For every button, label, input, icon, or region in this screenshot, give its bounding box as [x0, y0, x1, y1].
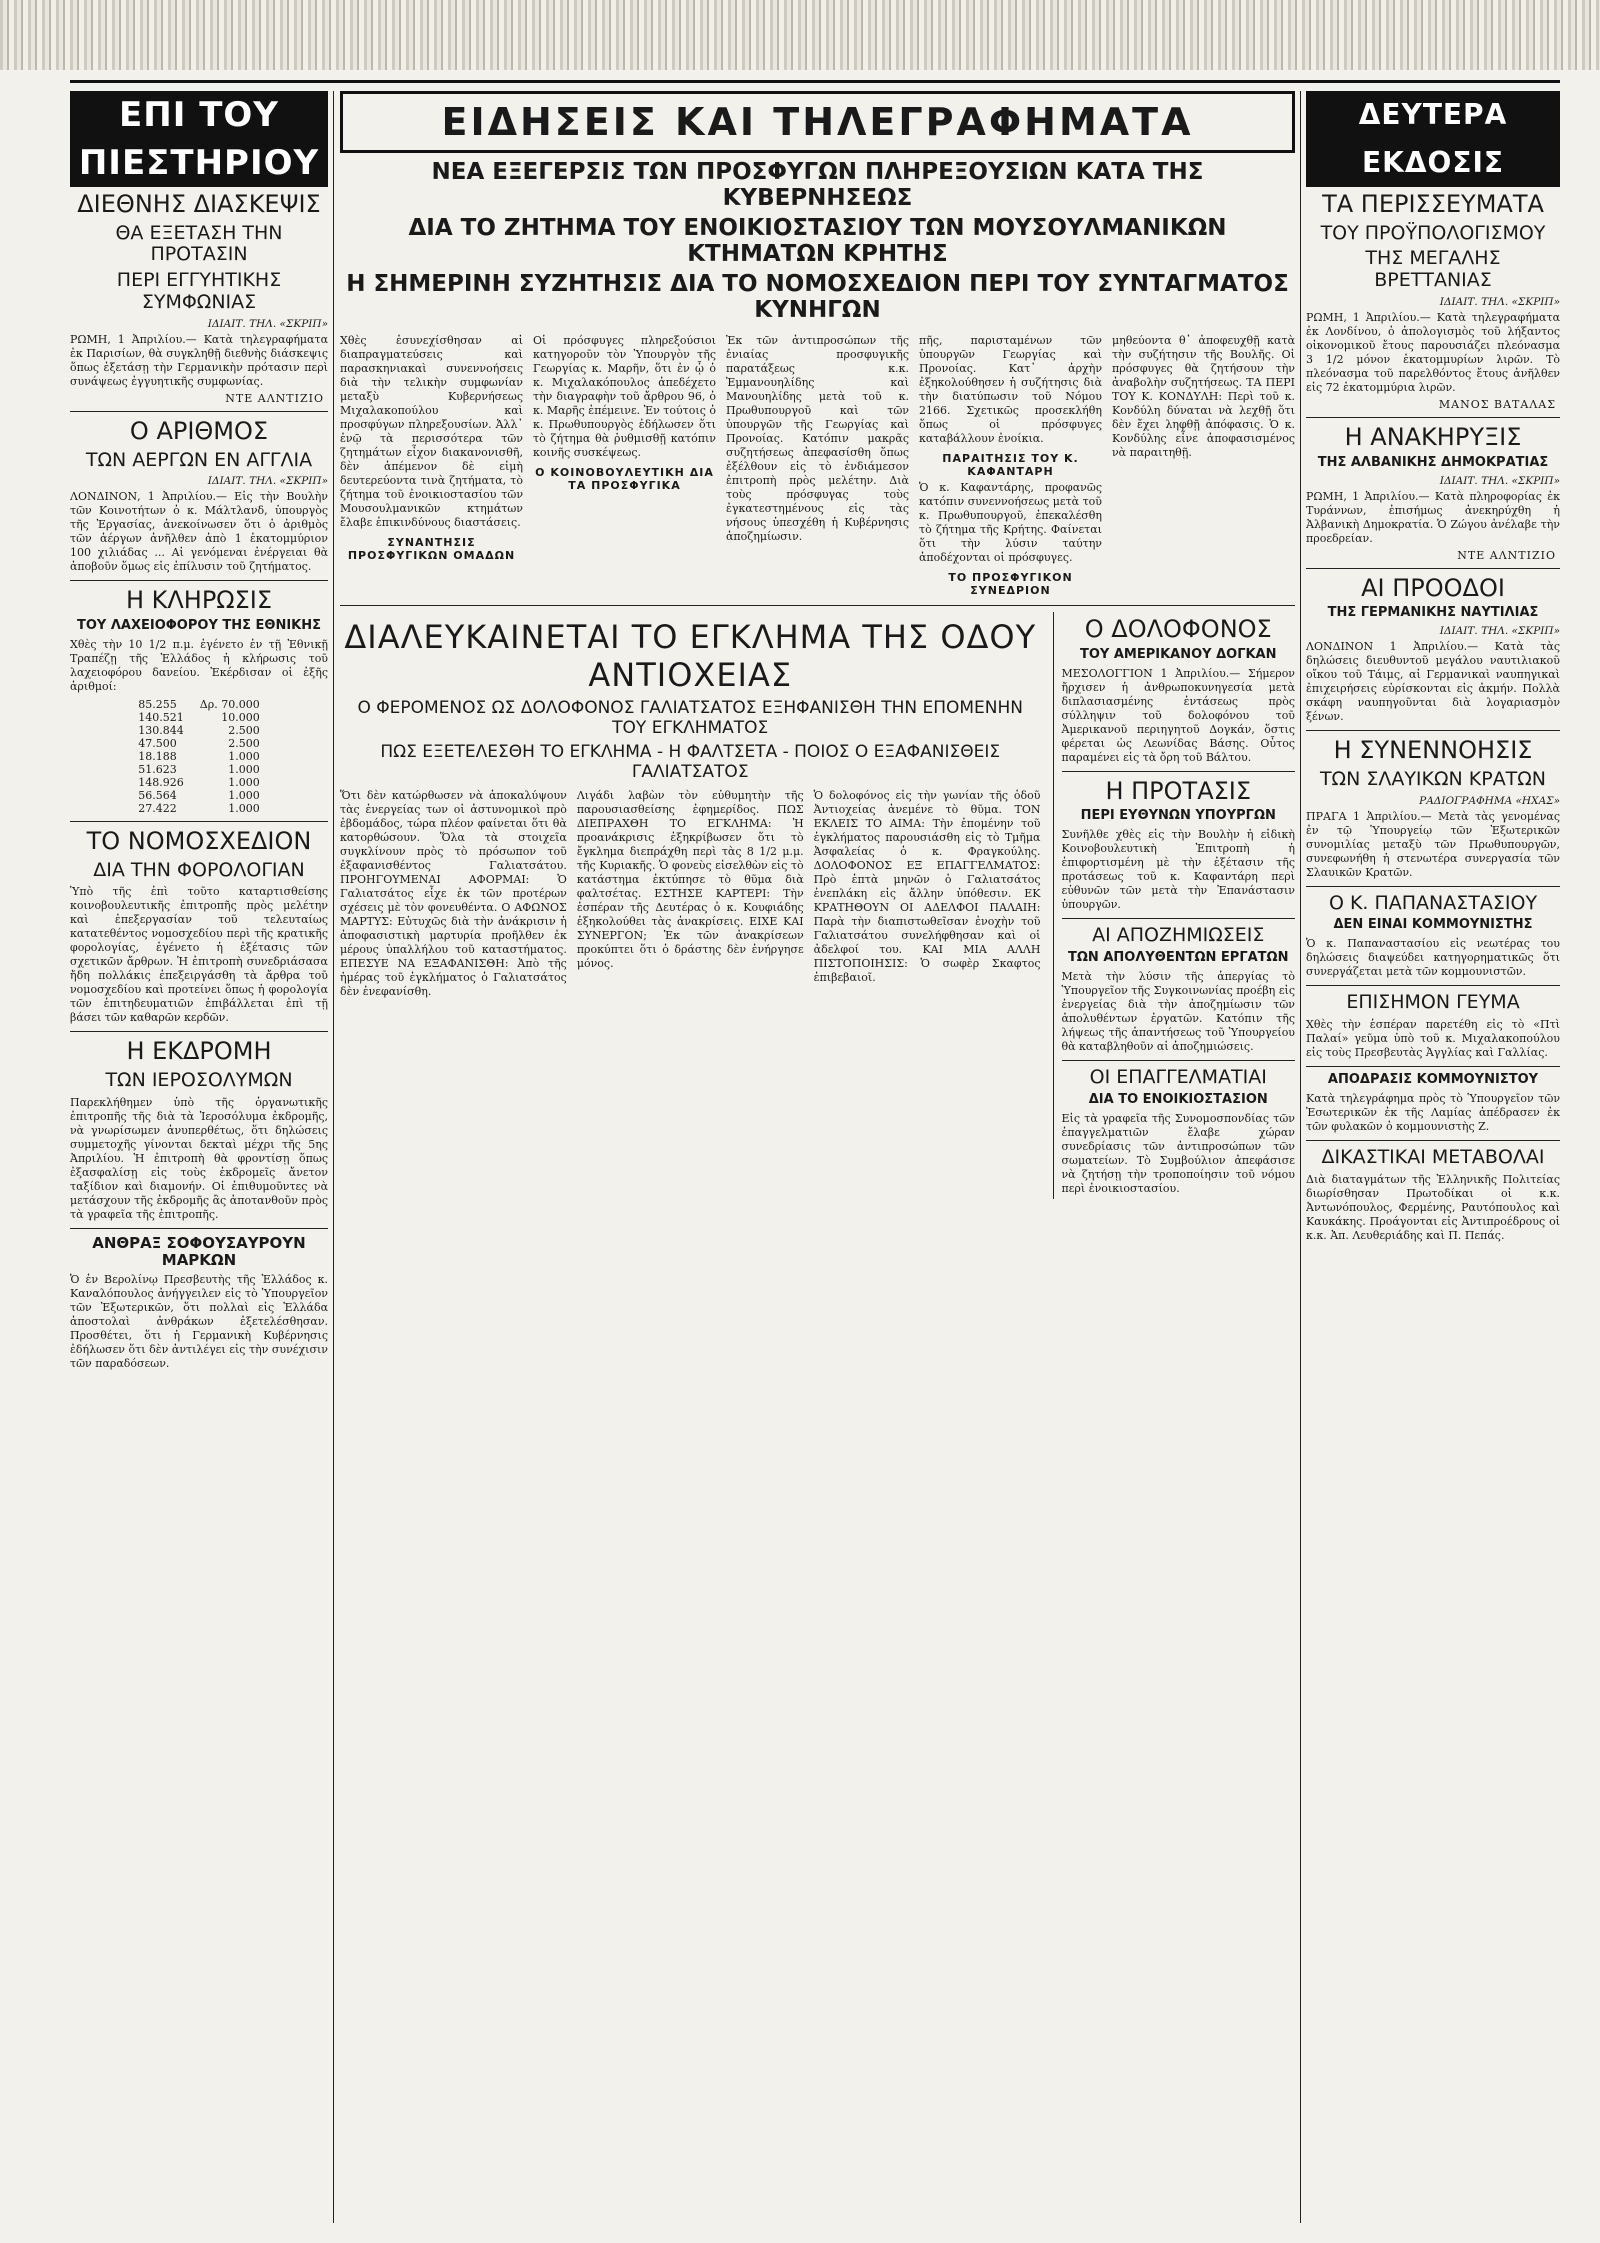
table-row: [130, 802, 267, 815]
article-body: ΛΟΝΔΙΝΟΝ 1 Ἀπριλίου.— Κατὰ τὰς δηλώσεις διευθυντοῦ μεγάλου ναυτιλιακοῦ οἴκου τοῦ Τάιμς, αἱ Γερμανικαὶ ναυπηγικαὶ ἐπιχειρήσεις εὑρίσκονται εἰς ἀκμήν. Πολλὰ σκάφη ναυπηγοῦνται διὰ λογαριασμὸν ξένων.: [1306, 640, 1560, 724]
article-body: Διὰ διαταγμάτων τῆς Ἑλληνικῆς Πολιτείας διωρίσθησαν Πρωτοδίκαι οἱ κ.κ. Ἀντωνόπουλος, Φερμένης, Ραυτόπουλος καὶ Καυκάκης. Προάγονται εἰς Ἀντιπροέδρους οἱ κ.κ. Ἀπ. Λευθεριάδης καὶ Π. Πεπάς.: [1306, 1173, 1560, 1243]
article: [70, 828, 328, 1025]
prize: 2.500: [228, 736, 260, 750]
headline: ΑΙ ΑΠΟΖΗΜΙΩΣΕΙΣ: [1092, 924, 1265, 947]
headline: ΔΙΑ ΤΗΝ ΦΟΡΟΛΟΓΙΑΝ: [93, 858, 305, 881]
article-body: Χθὲς ἐσυνεχίσθησαν αἱ διαπραγματεύσεις καὶ παρασκηνιακαὶ συνεννοήσεις διὰ τὴν τελικὴν συμφωνίαν μεταξὺ Κυβερνήσεως Μιχαλακοπούλου καὶ προσφύγων πληρεξουσίων. Ἀλλ᾽ ἐνῷ τὰ περισσότερα τῶν ζητημάτων εἶχον διακανονισθῆ, δὲν ἀπέμενον δὲ εἰμὴ δευτερεύοντα τινὰ ζητήματα, τὸ ζήτημα τοῦ ἐνοικιοστασίου τῶν Μουσουλμανικῶν κτημάτων ἔλαβε ἐπικινδύνους διαστάσεις.: [340, 334, 523, 529]
section-title: ΕΙΔΗΣΕΙΣ ΚΑΙ ΤΗΛΕΓΡΑΦΗΜΑΤΑ: [340, 91, 1295, 153]
divider: [1306, 417, 1560, 418]
divider: [70, 821, 328, 822]
divider: [1062, 918, 1296, 919]
ticket-number: 47.500: [138, 736, 177, 750]
divider: [1306, 730, 1560, 731]
table-row: [130, 724, 267, 737]
ticket-number: 85.255: [138, 697, 177, 711]
headline: ΔΙΕΘΝΗΣ ΔΙΑΣΚΕΨΙΣ: [77, 190, 321, 218]
section-title: ΔΕΥΤΕΡΑ ΕΚΔΟΣΙΣ: [1306, 91, 1560, 187]
divider: [70, 580, 328, 581]
headline: Ο ΔΟΛΟΦΟΝΟΣ: [1084, 615, 1272, 643]
divider: [1306, 1140, 1560, 1141]
article-body: ΡΩΜΗ, 1 Ἀπριλίου.— Κατὰ πληροφορίας ἐκ Τυράννων, ἐπισήμως ἀνεκηρύχθη ἡ Ἀλβανικὴ Δημοκρατία. Ὁ Ζώγου ἀνέλαβε τὴν προεδρείαν.: [1306, 489, 1560, 545]
ticket-number: 18.188: [138, 749, 177, 763]
table-row: [130, 776, 267, 789]
subheading: Ο ΚΟΙΝΟΒΟΥΛΕΥΤΙΚΗ ΔΙΑ ΤΑ ΠΡΟΣΦΥΓΙΚΑ: [535, 466, 714, 492]
headline: Ο ΦΕΡΟΜΕΝΟΣ ΩΣ ΔΟΛΟΦΟΝΟΣ ΓΑΛΙΑΤΣΑΤΟΣ ΕΞΗΦΑΝΙΣΘΗ ΤΗΝ ΕΠΟΜΕΝΗΝ ΤΟΥ ΕΓΚΛΗΜΑΤΟΣ: [357, 698, 1024, 738]
article: [1306, 1073, 1560, 1134]
prize: 2.500: [228, 723, 260, 737]
article: [1306, 992, 1560, 1060]
headline: Η ΑΝΑΚΗΡΥΞΙΣ: [1344, 423, 1522, 452]
article-body: Χθὲς τὴν 10 1/2 π.μ. ἐγένετο ἐν τῇ Ἐθνικῇ Τραπέζῃ τῆς Ἑλλάδος ἡ κλήρωσις τοῦ λαχειοφόρου δανείου. Ἐκέρδισαν οἱ ἑξῆς ἀριθμοί:: [70, 637, 328, 693]
prize: 1.000: [228, 788, 260, 802]
headline: ΔΙΑΛΕΥΚΑΙΝΕΤΑΙ ΤΟ ΕΓΚΛΗΜΑ ΤΗΣ ΟΔΟΥ ΑΝΤΙΟΧΕΙΑΣ: [344, 618, 1037, 694]
headline: ΤΩΝ ΣΛΑΥΙΚΩΝ ΚΡΑΤΩΝ: [1319, 767, 1547, 790]
headline: ΤΩΝ ΑΕΡΓΩΝ ΕΝ ΑΓΓΛΙΑ: [85, 448, 313, 471]
divider: [70, 1031, 328, 1032]
article: [70, 587, 328, 815]
article-body: Χθὲς τὴν ἑσπέραν παρετέθη εἰς τὸ «Πτὶ Παλαί» γεῦμα ὑπὸ τοῦ κ. Μιχαλακοπούλου εἰς τοὺς Πρεσβευτὰς Ἀγγλίας καὶ Γαλλίας.: [1306, 1018, 1560, 1060]
article-body: μηθεύοντα θ᾽ ἀποφευχθῇ κατὰ τὴν συζήτησιν τῆς Βουλῆς. Οἱ πρόσφυγες θὰ ζητήσουν τὴν ἀναβολὴν συζητήσεως. ΤΑ ΠΕΡΙ ΤΟΥ Κ. ΚΟΝΔΥΛΗ: Περὶ τοῦ κ. Κονδύλη δύναται νὰ λεχθῇ ὅτι δὲν ἔχει ληφθῇ ἀπόφασις. Ὁ κ. Κονδύλης εἶνε ἀποφασισμένος νὰ παραιτηθῇ.: [1112, 334, 1295, 459]
column-rule: [333, 91, 334, 2223]
article-body: ΡΩΜΗ, 1 Ἀπριλίου.— Κατὰ τηλεγραφήματα ἐκ Λονδίνου, ὁ ἀπολογισμὸς τοῦ λήξαντος οἰκονομικοῦ ἔτους παρουσιάζει πλεόνασμα 3 1/2 μόνον ἑκατομμυρίων λιρῶν. Τὸ πλεόνασμα τοῦ παρελθόντος ἔτους ἀνῆλθεν εἰς 72 ἑκατομμύρια λιρῶν.: [1306, 311, 1560, 395]
headline: ΔΙΚΑΣΤΙΚΑΙ ΜΕΤΑΒΟΛΑΙ: [1321, 1146, 1545, 1169]
table-row: [130, 737, 267, 750]
headline: ΤΟ ΝΟΜΟΣΧΕΔΙΟΝ: [86, 826, 312, 855]
article-columns: [340, 331, 1295, 599]
article-body: Ὅτι δὲν κατώρθωσεν νὰ ἀποκαλύψουν τὰς ἐνεργείας των οἱ ἀστυνομικοὶ πρὸ ἐβδομάδος, τώρα πλέον φαίνεται ὅτι θὰ κατορθώσουν. Ὅλα τὰ στοιχεῖα συγκλίνουν πρὸς τὸ πρόσωπον τοῦ ἐξαφανισθέντος Γαλιατσάτου. ΠΡΟΗΓΟΥΜΕΝΑΙ ΑΦΟΡΜΑΙ: Ὁ Γαλιατσάτος εἶχε ἐκ τῶν προτέρων σχέσεις μὲ τὸν φονευθέντα. Ο ΑΦΩΝΟΣ ΜΑΡΤΥΣ: Εὐτυχῶς διὰ τὴν ἀνάκρισιν ἡ ἀποφασιστικὴ μαρτυρία προῆλθεν ἐκ μέρους ὑπαλλήλου τοῦ καταστήματος. ΕΠΕΣΥΕ ΝΑ ΕΞΑΦΑΝΙΣΘΗ: Ἀπὸ τῆς ἡμέρας τοῦ ἐγκλήματος ὁ Γαλιατσάτος δὲν ἐνεφανίσθη.: [340, 789, 567, 998]
lottery-table: [130, 698, 267, 815]
column-rule: [1300, 91, 1301, 2223]
article: [70, 1038, 328, 1221]
divider: [1062, 771, 1296, 772]
headline: ΤΟΥ ΠΡΟΫΠΟΛΟΓΙΣΜΟΥ: [1320, 221, 1546, 244]
article-body: πῆς, παρισταμένων τῶν ὑπουργῶν Γεωργίας καὶ Προνοίας. Κατ᾽ ἀρχὴν ἐξηκολούθησεν ἡ συζήτησις διὰ τὴν διατύπωσιν τοῦ Νόμου 2166. Σχετικῶς προσεκλήθη ὅπως οἱ πρόσφυγες καταβάλλουν ἐνοίκια.: [919, 334, 1102, 445]
article-body: Ὁ κ. Παπαναστασίου εἰς νεωτέρας του δηλώσεις διαψεύδει κατηγορηματικῶς ὅτι συνεργάζεται μετὰ τῶν κομμουνιστῶν.: [1306, 937, 1560, 979]
crime-story: [340, 612, 1041, 1199]
article-body: Ὁ κ. Καφαντάρης, προφανῶς κατόπιν συνεννοήσεως μετὰ τοῦ κ. Πρωθυπουργοῦ, ἐπεκαλέσθη τὸ ζήτημα τῆς Κρήτης. Φαίνεται ὅτι τὴν λύσιν ταύτην ἀποδέχονται οἱ πρόσφυγες.: [919, 481, 1102, 564]
right-column: [1306, 91, 1560, 2223]
headline: ΠΕΡΙ ΕΓΓΥΗΤΙΚΗΣ ΣΥΜΦΩΝΙΑΣ: [116, 269, 282, 314]
article: [1306, 737, 1560, 879]
section-title: ΕΠΙ ΤΟΥ ΠΙΕΣΤΗΡΙΟΥ: [70, 91, 328, 187]
article-body: Εἰς τὰ γραφεῖα τῆς Συνομοσπονδίας τῶν ἐπαγγελματιῶν ἔλαβε χώραν συνεδρίασις τῶν ἀντιπροσώπων τῶν σωματείων. Τὸ Συμβούλιον ἀπεφάσισε νὰ ζητήσῃ τὴν τροποποίησιν τοῦ νόμου περὶ ἐνοικιοστασίου.: [1061, 1111, 1295, 1195]
headline: Η ΣΥΝΕΝΝΟΗΣΙΣ: [1333, 736, 1533, 765]
signature: ΝΤΕ ΑΛΝΤΙΖΙΟ: [1457, 548, 1556, 562]
article-body: ΡΩΜΗ, 1 Ἀπριλίου.— Κατὰ τηλεγραφήματα ἐκ Παρισίων, θὰ συγκληθῇ διεθνὴς διάσκεψις ὅπως ἐξετάσῃ τὴν Γερμανικὴν πρότασιν περὶ συνάψεως ἐγγυητικῆς συμφωνίας.: [70, 332, 328, 388]
article-body: Κατὰ τηλεγράφημα πρὸς τὸ Ὑπουργεῖον τῶν Ἐσωτερικῶν ἐκ τῆς Λαμίας ἀπέδρασεν ἐκ τῶν φυλακῶν ὁ κομμουνιστὴς Ζ.: [1306, 1092, 1560, 1134]
headline: ΤΗΣ ΓΕΡΜΑΝΙΚΗΣ ΝΑΥΤΙΛΙΑΣ: [1327, 605, 1539, 621]
article: [70, 418, 328, 574]
headline: ΕΠΙΣΗΜΟΝ ΓΕΥΜΑ: [1346, 991, 1520, 1014]
headline: ΔΙΑ ΤΟ ΖΗΤΗΜΑ ΤΟΥ ΕΝΟΙΚΙΟΣΤΑΣΙΟΥ ΤΩΝ ΜΟΥΣΟΥΛΜΑΝΙΚΩΝ ΚΤΗΜΑΤΩΝ ΚΡΗΤΗΣ: [408, 215, 1227, 267]
prize: 1.000: [228, 749, 260, 763]
table-row: [130, 763, 267, 776]
subheading: ΣΥΝΑΝΤΗΣΙΣ ΠΡΟΣΦΥΓΙΚΩΝ ΟΜΑΔΩΝ: [347, 536, 516, 562]
headline: Η ΠΡΟΤΑΣΙΣ: [1105, 776, 1252, 805]
prize: Δρ. 70.000: [199, 697, 260, 711]
article-body: Ὁ ἐν Βερολίνῳ Πρεσβευτὴς τῆς Ἑλλάδος κ. Καναλόπουλος ἀνήγγειλεν εἰς τὸ Ὑπουργεῖον τῶν Ἐξωτερικῶν, ὅτι πολλαὶ εἰς Ἑλλάδα ἀποστολαὶ ἀνθράκων ἐξετελέσθησαν. Προσθέτει, ὅτι ἡ Γερμανικὴ Κυβέρνησις ἐδήλωσεν ὅτι δὲν ἀντιλέγει εἰς τὴν συνέχισιν τῶν παραδόσεων.: [70, 1273, 328, 1371]
divider: [1306, 568, 1560, 569]
headline: Ο ΑΡΙΘΜΟΣ: [129, 416, 269, 445]
headline: ΤΟΥ ΛΑΧΕΙΟΦΟΡΟΥ ΤΗΣ ΕΘΝΙΚΗΣ: [76, 618, 322, 633]
divider: [1306, 886, 1560, 887]
ticket-number: 140.521: [138, 710, 184, 724]
headline: ΘΑ ΕΞΕΤΑΣΗ ΤΗΝ ΠΡΟΤΑΣΙΝ: [115, 221, 283, 266]
article-body: Οἱ πρόσφυγες πληρεξούσιοι κατηγοροῦν τὸν Ὑπουργὸν τῆς Γεωργίας κ. Μαρῆν, ὅτι ἐν ᾧ ὁ κ. Μιχαλακόπουλος ἀπεδέχετο τὴν διαγραφὴν τοῦ ἄρθρου 96, ὁ κ. Μαρῆς ἐπέμεινε. Ἐν τούτοις ὁ κ. Πρωθυπουργὸς ἐδήλωσεν ὅτι τὸ ζήτημα θὰ ῥυθμισθῇ κατόπιν κοινῆς συσκέψεως.: [533, 334, 716, 459]
headline: ΤΩΝ ΙΕΡΟΣΟΛΥΜΩΝ: [105, 1068, 293, 1091]
ticket-number: 130.844: [138, 723, 184, 737]
article-columns: [340, 786, 1041, 1002]
center-column: [340, 91, 1295, 2223]
ticket-number: 148.926: [138, 775, 184, 789]
article-body: ΜΕΣΟΛΟΓΓΙΟΝ 1 Ἀπριλίου.— Σήμερον ἤρχισεν ἡ ἀνθρωποκυνηγεσία μετὰ διπλασιασμένης ἐντάσεως πρὸς σύλληψιν τοῦ δολοφόνου τοῦ Ἀμερικανοῦ περιηγητοῦ Δογκάν, ὅστις φέρεται ὡς Λεωνίδας Βάσης. Οὗτος παραμένει εἰς τὰ ὄρη τοῦ Βάλτου.: [1061, 666, 1295, 764]
divider: [1306, 1066, 1560, 1067]
headline: ΠΩΣ ΕΞΕΤΕΛΕΣΘΗ ΤΟ ΕΓΚΛΗΜΑ - Η ΦΑΛΤΣΕΤΑ - ΠΟΙΟΣ Ο ΕΞΑΦΑΝΙΣΘΕΙΣ ΓΑΛΙΑΤΣΑΤΟΣ: [380, 742, 1001, 782]
headline: Η ΚΛΗΡΩΣΙΣ: [125, 586, 273, 615]
table-row: [130, 711, 267, 724]
headline: ΔΕΝ ΕΙΝΑΙ ΚΟΜΜΟΥΝΙΣΤΗΣ: [1333, 917, 1533, 933]
article: [70, 1235, 328, 1372]
divider: [70, 411, 328, 412]
headline: Η ΣΗΜΕΡΙΝΗ ΣΥΖΗΤΗΣΙΣ ΔΙΑ ΤΟ ΝΟΜΟΣΧΕΔΙΟΝ ΠΕΡΙ ΤΟΥ ΣΥΝΤΑΓΜΑΤΟΣ ΚΥΝΗΓΩΝ: [346, 271, 1289, 323]
dateline: ΙΔΙΑΙΤ. ΤΗΛ. «ΣΚΡΙΠ»: [1439, 625, 1560, 638]
headline: ΠΕΡΙ ΕΥΘΥΝΩΝ ΥΠΟΥΡΓΩΝ: [1080, 808, 1276, 824]
ticket-number: 27.422: [138, 801, 177, 815]
article: [70, 191, 328, 405]
article-body: Παρεκλήθημεν ὑπὸ τῆς ὀργανωτικῆς ἐπιτροπῆς τῆς διὰ τὰ Ἱεροσόλυμα ἐκδρομῆς, νὰ γνωρίσωμεν ἀνυπερθέτως, ὅτι δηλώσεις συμμετοχῆς γίνονται δεκταὶ μέχρι τῆς 5ης Ἀπριλίου. Ἡ ἐπιτροπὴ θὰ φροντίσῃ ὅπως ἐξασφαλίσῃ εἰς τοὺς ἐκδρομεῖς ἄνετον ταξίδιον καὶ διαμονήν. Οἱ ἐπιθυμοῦντες νὰ μετάσχουν τῆς ἐκδρομῆς ἂς ἀποτανθοῦν πρὸς τὰ γραφεῖα τῆς ἐπιτροπῆς.: [70, 1095, 328, 1221]
newspaper-page: [70, 80, 1560, 2223]
headline: ΑΙ ΠΡΟΟΔΟΙ: [1361, 573, 1505, 602]
headline: ΝΕΑ ΕΞΕΓΕΡΣΙΣ ΤΩΝ ΠΡΟΣΦΥΓΩΝ ΠΛΗΡΕΞΟΥΣΙΩΝ ΚΑΤΑ ΤΗΣ ΚΥΒΕΡΝΗΣΕΩΣ: [431, 159, 1204, 211]
dateline: ΙΔΙΑΙΤ. ΤΗΛ. «ΣΚΡΙΠ»: [1439, 474, 1560, 487]
ticket-number: 51.623: [138, 762, 177, 776]
headline: ΤΑ ΠΕΡΙΣΣΕΥΜΑΤΑ: [1322, 190, 1544, 218]
article-body: ΠΡΑΓΑ 1 Ἀπριλίου.— Μετὰ τὰς γενομένας ἐν τῷ Ὑπουργείῳ τῶν Ἐξωτερικῶν συνομιλίας μεταξὺ τῶν Πρωθυπουργῶν, συνεφωνήθη ἡ στενωτέρα συνεργασία τῶν Σλαυικῶν Κρατῶν.: [1306, 809, 1560, 879]
headline: ΤΩΝ ΑΠΟΛΥΘΕΝΤΩΝ ΕΡΓΑΤΩΝ: [1068, 949, 1289, 965]
article-body: ΛΟΝΔΙΝΟΝ, 1 Ἀπριλίου.— Εἰς τὴν Βουλὴν τῶν Κοινοτήτων ὁ κ. Μάλτλανδ, ὑπουργὸς τῆς Ἐργασίας, ἀνεκοίνωσεν ὅτι ὁ ἀριθμὸς τῶν ἀέργων ἀνῆλθεν ἀπὸ 1 ἑκατομμύριον 100 χιλιάδας ... Αἱ γενόμεναι ἐνέργειαι θὰ ἀποβοῦν ὅμως εἰς ἐπίλυσιν τοῦ ζητήματος.: [70, 490, 328, 574]
subheading: ΤΟ ΠΡΟΣΦΥΓΙΚΟΝ ΣΥΝΕΔΡΙΟΝ: [948, 571, 1073, 597]
divider: [340, 605, 1295, 606]
prize: 1.000: [228, 775, 260, 789]
article-body: Μετὰ τὴν λύσιν τῆς ἀπεργίας τὸ Ὑπουργεῖον τῆς Συγκοινωνίας προέβη εἰς ἐνεργείας διὰ τὴν ἀποζημίωσιν τῶν ἀπολυθέντων ἐργατῶν. Κατόπιν τῆς λήψεως τῆς ἀπαντήσεως τοῦ Ὑπουργείου θὰ καταβληθοῦν αἱ ἀποζημιώσεις.: [1061, 969, 1295, 1053]
masthead-strip: [0, 0, 1600, 70]
side-stories: [1053, 612, 1296, 1199]
prize: 1.000: [228, 762, 260, 776]
headline: ΤΗΣ ΜΕΓΑΛΗΣ ΒΡΕΤΤΑΝΙΑΣ: [1365, 247, 1501, 292]
table-row: [130, 789, 267, 802]
headline: Η ΕΚΔΡΟΜΗ: [126, 1037, 272, 1066]
headline: ΤΗΣ ΑΛΒΑΝΙΚΗΣ ΔΗΜΟΚΡΑΤΙΑΣ: [1317, 454, 1549, 470]
dateline: ΙΔΙΑΙΤ. ΤΗΛ. «ΣΚΡΙΠ»: [1439, 296, 1560, 309]
article: [1306, 191, 1560, 411]
left-column: [70, 91, 328, 2223]
headline: ΑΝΘΡΑΞ ΣΟΦΟΥΣΑΥΡΟΥΝ ΜΑΡΚΩΝ: [92, 1233, 306, 1270]
headline: ΑΠΟΔΡΑΣΙΣ ΚΟΜΜΟΥΝΙΣΤΟΥ: [1327, 1072, 1539, 1088]
article-body: Συνῆλθε χθὲς εἰς τὴν Βουλὴν ἡ εἰδικὴ Κοινοβουλευτικὴ Ἐπιτροπὴ ἡ ἐπιφορτισμένη μὲ τὴν ἐξέτασιν τῆς προτάσεως τοῦ κ. Καφαντάρη περὶ εὐθυνῶν τῶν μετὰ τὴν Ἐπανάστασιν ὑπουργῶν.: [1061, 828, 1295, 912]
prize: 10.000: [221, 710, 260, 724]
signature: ΜΑΝΟΣ ΒΑΤΑΛΑΣ: [1438, 398, 1556, 412]
signature: ΝΤΕ ΑΛΝΤΙΖΙΟ: [225, 391, 324, 405]
lower-section: [340, 612, 1295, 1199]
table-row: [130, 698, 267, 711]
dateline: ΡΑΔΙΟΓΡΑΦΗΜΑ «ΗΧΑΣ»: [1419, 794, 1560, 807]
table-row: [130, 750, 267, 763]
dateline: ΙΔΙΑΙΤ. ΤΗΛ. «ΣΚΡΙΠ»: [207, 317, 328, 330]
article: [1306, 893, 1560, 980]
prize: 1.000: [228, 801, 260, 815]
headline: ΔΙΑ ΤΟ ΕΝΟΙΚΙΟΣΤΑΣΙΟΝ: [1088, 1091, 1268, 1107]
article: [1306, 424, 1560, 562]
divider: [1062, 1060, 1296, 1061]
subheading: ΠΑΡΑΙΤΗΣΙΣ ΤΟΥ Κ. ΚΑΦΑΝΤΑΡΗ: [942, 452, 1079, 478]
dateline: ΙΔΙΑΙΤ. ΤΗΛ. «ΣΚΡΙΠ»: [207, 475, 328, 488]
article-body: Ἐκ τῶν ἀντιπροσώπων τῆς ἐνιαίας προσφυγικῆς παρατάξεως κ.κ. Ἐμμανουηλίδης καὶ Μανουηλίδης μετὰ τοῦ κ. Πρωθυπουργοῦ καὶ τῶν ὑπουργῶν τῆς Γεωργίας καὶ Προνοίας. Κατόπιν μακρᾶς συζητήσεως ἀπεφασίσθη ὅπως ἐξέλθουν εἰς τὸ ἐνδιάμεσον ἐπιτροπὴ πρὸς μελέτην. Διὰ τοὺς πρόσφυγας τοὺς ἐγκατεστημένους εἰς τὰς νήσους ὑπεσχέθη ἡ Κυβέρνησις ἀποζημίωσιν.: [726, 334, 909, 543]
headline: Ο Κ. ΠΑΠΑΝΑΣΤΑΣΙΟΥ: [1328, 891, 1538, 914]
article-body: Λιγάδι λαβὼν τὸν εὐθυμητὴν τῆς παρουσιασθείσης ἐφημερίδος. ΠΩΣ ΔΙΕΠΡΑΧΘΗ ΤΟ ΕΓΚΛΗΜΑ: Ἡ προανάκρισις ἐξηκρίβωσεν ὅτι τὸ ἔγκλημα διεπράχθη περὶ τὰς 8 1/2 μ.μ. τῆς Κυριακῆς. Ὁ φονεὺς εἰσελθὼν εἰς τὸ κατάστημα ἐκτύπησε τὸ θῦμα διὰ φαλτσέτας. ΕΣΤΗΣΕ ΚΑΡΤΕΡΙ: Τὴν ἑσπέραν τῆς Δευτέρας ὁ κ. Κουφιάδης ἐξηκολούθει τὰς ἀνακρίσεις. ΕΙΧΕ ΚΑΙ ΣΥΝΕΡΓΟΝ; Ἐκ τῶν ἀνακρίσεων προκύπτει ὅτι ὁ δράστης δὲν ἐνήργησε μόνος.: [576, 789, 804, 970]
divider: [1306, 985, 1560, 986]
divider: [70, 1228, 328, 1229]
article: [1306, 1147, 1560, 1243]
article-body: Ὁ δολοφόνος εἰς τὴν γωνίαν τῆς ὁδοῦ Ἀντιοχείας ἀνεμένε τὸ θῦμα. ΤΟΝ ΕΚΛΕΙΣ ΤΟ ΑΙΜΑ: Τὴν ἐπομένην τοῦ ἐγκλήματος παρουσιάσθη εἰς τὸ Τμῆμα Ἀσφαλείας ὁ κ. Φραγκούλης. ΔΟΛΟΦΟΝΟΣ ΕΞ ΕΠΑΓΓΕΛΜΑΤΟΣ: Πρὸ ἑπτὰ μηνῶν ὁ Γαλιατσάτος ἐνεπλάκη εἰς ἄλλην ὑπόθεσιν. ΕΚ ΚΡΑΤΗΘΟΥΝ ΟΙ ΑΔΕΛΦΟΙ ΠΑΛΑΙΗ: Παρὰ τὴν διαπιστωθεῖσαν ἐνοχὴν τοῦ Γαλιατσάτου συνελήφθησαν καὶ οἱ ἀδελφοί του. ΚΑΙ ΜΙΑ ΑΛΛΗ ΠΙΣΤΟΠΟΙΗΣΙΣ: Ὁ σωφὲρ Σκαφτος ἐπιβεβαιοῖ.: [813, 789, 1041, 984]
headline: ΟΙ ΕΠΑΓΓΕΛΜΑΤΙΑΙ: [1089, 1065, 1267, 1088]
headline: ΤΟΥ ΑΜΕΡΙΚΑΝΟΥ ΔΟΓΚΑΝ: [1079, 646, 1277, 662]
article-body: Ὑπὸ τῆς ἐπὶ τοῦτο καταρτισθείσης κοινοβουλευτικῆς ἐπιτροπῆς πρὸς μελέτην καὶ ἐπεξεργασίαν τοῦ τελευταίως κατατεθέντος νομοσχεδίου περὶ τῆς κρατικῆς φορολογίας, ἐγένετο ἡ ἐξέτασις τῶν σχετικῶν ἄρθρων. Ἡ ἐπιτροπὴ συνεδριάσασα ἤδη πολλάκις ἐπεξειργάσθη τὰ ἄρθρα τοῦ νομοσχεδίου καὶ προτείνει ὅπως ἡ φορολογία τῶν ἐπιτηδευματιῶν ἐπιβάλλεται ἐπὶ τῇ βάσει τῶν καθαρῶν κερδῶν.: [70, 885, 328, 1025]
article: [1306, 575, 1560, 725]
ticket-number: 56.564: [138, 788, 177, 802]
